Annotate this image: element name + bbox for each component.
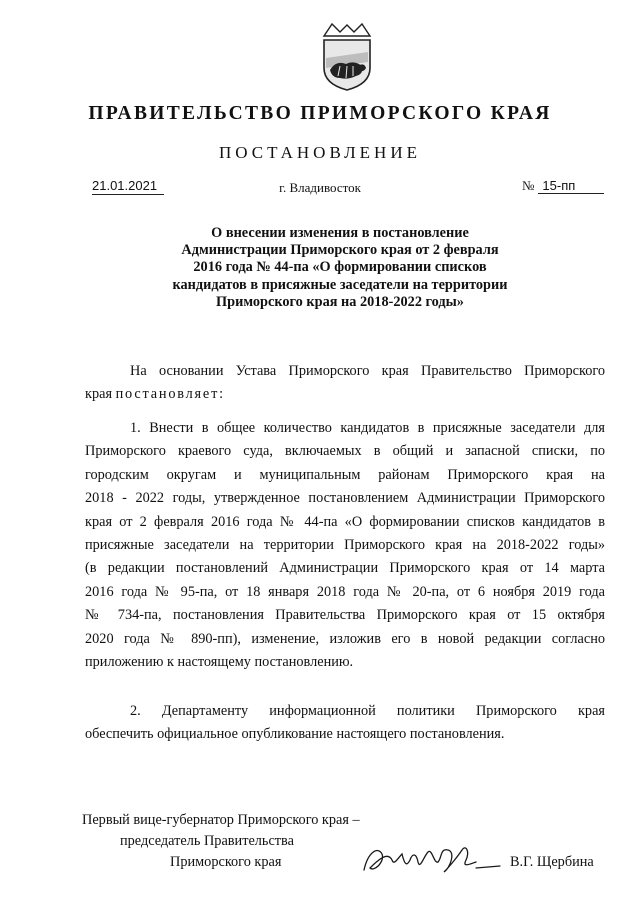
body-line: 1. Внести в общее количество кандидатов в присяжные заседатели для xyxy=(130,420,605,436)
title-line: О внесении изменения в постановление xyxy=(211,225,469,241)
body-line xyxy=(85,383,605,406)
body-line: 2018 - 2022 годы, утвержденное постановлением Администрации Приморского xyxy=(85,490,605,507)
signer-position-line: Приморского края xyxy=(170,854,282,870)
body-line: № 734-па, постановления Правительства Приморского края от 15 октября xyxy=(85,607,605,624)
body-line: приложению к настоящему постановлению. xyxy=(85,653,354,670)
body-line: обеспечить официальное опубликование настоящего постановления. xyxy=(85,726,505,743)
coat-of-arms-tiger-icon xyxy=(318,22,376,92)
title-line: Приморского края на 2018-2022 годы» xyxy=(216,293,464,310)
resolution-verb: постановляет: xyxy=(115,386,225,403)
document-title xyxy=(140,225,540,311)
item-2-paragraph xyxy=(85,700,605,747)
document-city: г. Владивосток xyxy=(279,180,361,195)
handwritten-signature xyxy=(358,838,508,882)
signer-position-line: Первый вице-губернатор Приморского края – xyxy=(82,812,360,828)
document-date: 21.01.2021 xyxy=(92,178,164,195)
body-line: 2. Департаменту информационной политики Приморского края xyxy=(130,703,605,719)
title-line: кандидатов в присяжные заседатели на территории xyxy=(172,276,508,293)
number-label: № xyxy=(522,178,535,193)
document-type: ПОСТАНОВЛЕНИЕ xyxy=(218,143,421,162)
title-line: Администрации Приморского края от 2 февраля xyxy=(181,242,499,259)
body-line: На основании Устава Приморского края Правительство Приморского xyxy=(130,363,605,379)
document-number xyxy=(522,178,604,194)
body-line: (в редакции постановлений Администрации Приморского края от 14 марта xyxy=(85,560,605,577)
body-line: 2020 года № 890-пп), изменение, изложив его в новой редакции согласно xyxy=(85,630,605,647)
organization-name: ПРАВИТЕЛЬСТВО ПРИМОРСКОГО КРАЯ xyxy=(88,103,552,124)
number-value: 15-пп xyxy=(538,178,604,194)
signer-position-line: председатель Правительства xyxy=(120,833,294,849)
preamble-prefix: края xyxy=(85,386,116,403)
body-line: присяжные заседатели на территории Приморского края на 2018-2022 годы» xyxy=(85,536,605,553)
item-1-paragraph xyxy=(85,417,605,674)
body-line: 2016 года № 95-па, от 18 января 2018 года № 20-па, от 6 ноября 2019 года xyxy=(85,583,605,600)
body-line: края от 2 февраля 2016 года № 44-па «О формировании списков кандидатов в xyxy=(85,513,605,530)
body-line: Приморского краевого суда, включаемых в общий и запасной списки, по xyxy=(85,443,605,460)
title-line: 2016 года № 44-па «О формировании списков xyxy=(193,259,487,276)
body-line: городским округам и муниципальным районам Приморского края на xyxy=(85,466,605,483)
signer-name: В.Г. Щербина xyxy=(510,854,594,870)
preamble-paragraph xyxy=(85,360,605,407)
